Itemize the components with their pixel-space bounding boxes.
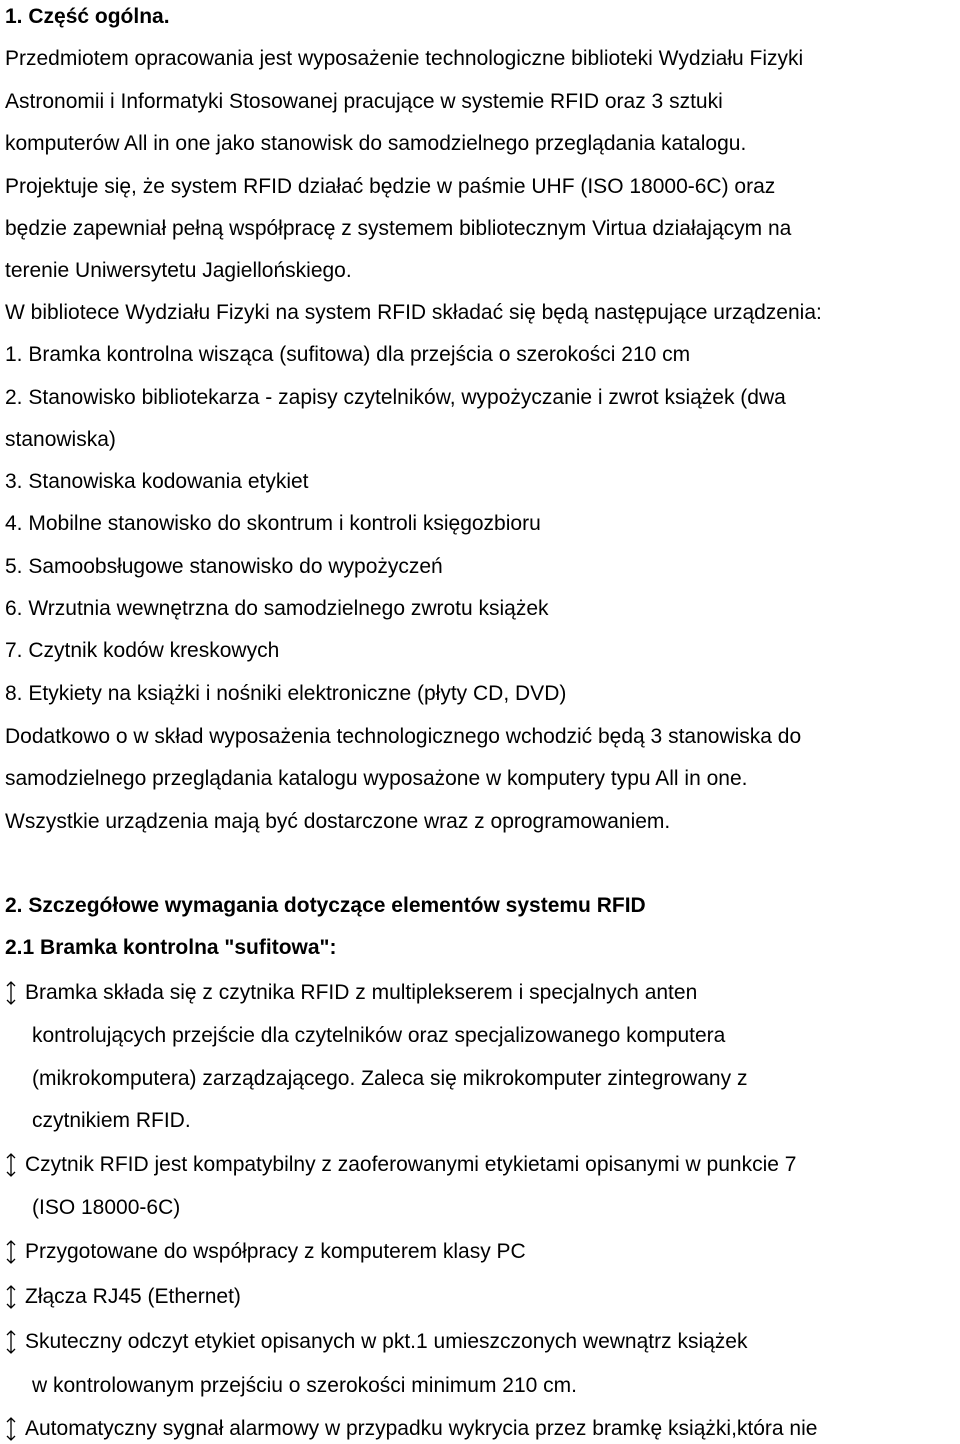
paragraph-line: terenie Uniwersytetu Jagiellońskiego.: [5, 259, 352, 282]
paragraph-line: komputerów All in one jako stanowisk do samodzielnego przeglądania katalogu.: [5, 132, 747, 155]
subsection-heading: 2.1 Bramka kontrolna "sufitowa":: [5, 936, 337, 959]
paragraph-line: Dodatkowo o w skład wyposażenia technologicznego wchodzić będą 3 stanowiska do: [5, 725, 802, 748]
list-item: 3. Stanowiska kodowania etykiet: [5, 470, 309, 493]
list-item: 2. Stanowisko bibliotekarza - zapisy czytelników, wypożyczanie i zwrot książek (dwa: [5, 386, 786, 409]
bullet-item: [5, 1284, 241, 1309]
paragraph-line: Projektuje się, że system RFID działać będzie w paśmie UHF (ISO 18000-6C) oraz: [5, 175, 776, 198]
bullet-item: [5, 1416, 817, 1441]
section-2-heading: 2. Szczegółowe wymagania dotyczące elementów systemu RFID: [5, 894, 646, 917]
section-1-heading: 1. Część ogólna.: [5, 5, 170, 28]
bullet-item: [5, 980, 697, 1005]
paragraph-line: samodzielnego przeglądania katalogu wyposażone w komputery typu All in one.: [5, 767, 748, 790]
bullet-text: Złącza RJ45 (Ethernet): [25, 1285, 241, 1308]
list-item: 4. Mobilne stanowisko do skontrum i kontroli księgozbioru: [5, 512, 541, 535]
bullet-item: [5, 1239, 526, 1264]
bullet-text: Skuteczny odczyt etykiet opisanych w pkt.1 umieszczonych wewnątrz książek: [25, 1330, 748, 1353]
bullet-text: Automatyczny sygnał alarmowy w przypadku wykrycia przez bramkę książki,która nie: [25, 1417, 818, 1440]
double-arrow-bullet-icon: [5, 1284, 25, 1309]
bullet-item: [5, 1329, 747, 1354]
double-arrow-bullet-icon: [5, 980, 25, 1005]
list-item: 6. Wrzutnia wewnętrzna do samodzielnego zwrotu książek: [5, 597, 549, 620]
list-item: 7. Czytnik kodów kreskowych: [5, 639, 280, 662]
bullet-text: Bramka składa się z czytnika RFID z multiplekserem i specjalnych anten: [25, 981, 698, 1004]
double-arrow-bullet-icon: [5, 1152, 25, 1177]
paragraph-line: Przedmiotem opracowania jest wyposażenie technologiczne biblioteki Wydziału Fizyki: [5, 47, 804, 70]
bullet-item: [5, 1152, 796, 1177]
list-item: 5. Samoobsługowe stanowisko do wypożyczeń: [5, 555, 443, 578]
list-item: 1. Bramka kontrolna wisząca (sufitowa) dla przejścia o szerokości 210 cm: [5, 343, 691, 366]
bullet-text: Czytnik RFID jest kompatybilny z zaoferowanymi etykietami opisanymi w punkcie 7: [25, 1153, 797, 1176]
double-arrow-bullet-icon: [5, 1329, 25, 1354]
double-arrow-bullet-icon: [5, 1416, 25, 1441]
paragraph-line: Wszystkie urządzenia mają być dostarczone wraz z oprogramowaniem.: [5, 810, 671, 833]
bullet-text: w kontrolowanym przejściu o szerokości minimum 210 cm.: [32, 1374, 578, 1397]
list-item: stanowiska): [5, 428, 116, 451]
bullet-text: kontrolujących przejście dla czytelników oraz specjalizowanego komputera: [32, 1024, 726, 1047]
bullet-text: (ISO 18000-6C): [32, 1196, 181, 1219]
bullet-text: Przygotowane do współpracy z komputerem klasy PC: [25, 1240, 526, 1263]
paragraph-line: Astronomii i Informatyki Stosowanej pracujące w systemie RFID oraz 3 sztuki: [5, 90, 723, 113]
paragraph-line: W bibliotece Wydziału Fizyki na system RFID składać się będą następujące urządzenia:: [5, 301, 822, 324]
bullet-text: czytnikiem RFID.: [32, 1109, 191, 1132]
double-arrow-bullet-icon: [5, 1239, 25, 1264]
list-item: 8. Etykiety na książki i nośniki elektroniczne (płyty CD, DVD): [5, 682, 567, 705]
paragraph-line: będzie zapewniał pełną współpracę z systemem bibliotecznym Virtua działającym na: [5, 217, 792, 240]
bullet-text: (mikrokomputera) zarządzającego. Zaleca się mikrokomputer zintegrowany z: [32, 1067, 748, 1090]
